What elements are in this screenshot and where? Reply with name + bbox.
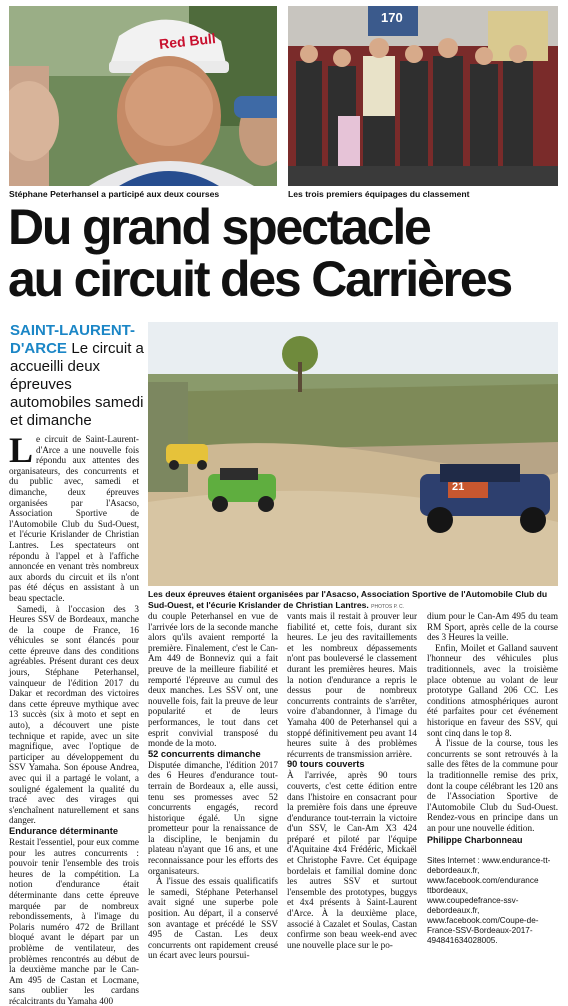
photo-podium-image <box>288 6 558 186</box>
article-column-4 <box>427 611 558 946</box>
plate-number: 170 <box>381 10 403 25</box>
author-signature: Philippe Charbonneau <box>427 835 523 846</box>
photo-podium <box>288 6 558 186</box>
col3-paragraph-1: vants mais il restait à prouver leur fiabilité et, cette fois, durant six heures. Le jeu des ravitaillements et les nombreux dépassements n'ont pas bouleversé le classement durant les premières heures. Mais la notion d'endurance a repris le dessus pour de nombreux concurrents contraints de s'arrêter, voire d'abandonner, à l'image du Yamaha 400 de Peterhansel qui a stoppé définitivement peu avant 14 heures suite à des problèmes récurrents de transmission arrière. <box>287 611 417 759</box>
col1-paragraph-3: Restait l'essentiel, pour eux comme pour les autres concurrents : pouvoir tenir l'ensemble des trois heures de la compétition. La notion d'endurance était déterminante dans cette épreuve marquée par de nombreux rebondissements, à l'image du Polaris numéro 472 de Brillant bloqué avant le départ par un problème de ventilateur, des problèmes rencontrés au début de la deuxième manche par le Can-Am 495 de Castan et Locmane, sans oublier les cardans récalcitrants du Yamaha 400 <box>9 836 139 1006</box>
dateline <box>10 322 145 430</box>
photo-peterhansel-image <box>9 6 277 186</box>
col2-paragraph-2: Disputée dimanche, l'édition 2017 des 6 Heures d'endurance tout-terrain de Bordeaux a, elle aussi, tenu ses promesses avec 52 concurrents engagés, record historique égalé. Un signe prometteur pour la renaissance de la discipline, le benjamin du plateau n'ayant que 16 ans, et une reconnaissance pour les efforts des organisateurs. <box>148 759 278 876</box>
caption-photo3 <box>148 589 558 612</box>
cap-brand-text: Red Bull <box>158 30 217 52</box>
headline-line1: Du grand spectacle <box>8 199 430 255</box>
col4-paragraph-1: dium pour le Can-Am 495 du team RM Sport, après celle de la course des 3 Heures la veille. <box>427 611 558 643</box>
caption-photo3-text: Les deux épreuves étaient organisées par l'Asacso, Association Sportive de l'Automobile Club du Sud-Ouest, et l'écurie Krislander de Christian Lantres. <box>148 589 548 610</box>
caption-photo2: Les trois premiers équipages du classement <box>288 189 470 199</box>
headline-line2: au circuit des Carrières <box>8 251 512 307</box>
headline <box>8 201 560 305</box>
photo-race-image <box>148 322 558 586</box>
caption-photo3-credit: PHOTOS P. C. <box>371 603 405 610</box>
caption-photo1: Stéphane Peterhansel a participé aux deux courses <box>9 189 220 199</box>
dropcap: L <box>9 430 34 470</box>
dateline-city: SAINT-LAURENT-D'ARCE <box>10 322 135 357</box>
article-column-1 <box>9 430 139 1006</box>
col1-paragraph-1: Le circuit de Saint-Laurent-d'Arce a une nouvelle fois répondu aux attentes des organisateurs, des concurrents et du public avec, samedi et dimanche, deux épreuves organisées par l'Asacso, Association Sportive de l'Automobile Club du Sud-Ouest, et l'écurie Krislander de Christian Lantres. Les spectateurs ont répondu à l'appel et à l'affiche annoncée en venant très nombreux aux abords du circuit et ils n'ont pas été déçus en assistant à un beau spectacle. <box>9 430 139 603</box>
col3-paragraph-2: À l'arrivée, après 90 tours couverts, c'est cette édition entre dans l'histoire en consacrant pour la première fois dans une épreuve d'endurance tout-terrain la victoire d'un SSV, le Can-Am X3 424 préparé et piloté par l'équipe d'Aquitaine 4x4 Frédéric, Mickaël et Christophe Favre. Cet équipage bordelais et familial domine donc les autres SSV et surtout l'ensemble des prototypes, buggys et 4x4 présents à Saint-Laurent d'Arce. À la deuxième place, associé à Cazalet et Soulas, Castan confirme son beau week-end avec une nouvelle place sur le po- <box>287 770 417 950</box>
article-column-2 <box>148 611 278 961</box>
col2-paragraph-1: du couple Peterhansel en vue de l'arrivée lors de la seconde manche alors qu'ils avaient remporté la première. Finalement, c'est le Can-Am 449 de Bonneviz qui a fait preuve de la meilleure fiabilité et remporté l'épreuve au cumul des deux manches. Les SSV ont, une nouvelle fois, fait la preuve de leur popularité et de leurs performances, le tout dans cet esprit convivial transposé du monde de la moto. <box>148 611 278 749</box>
website-line: Sites Internet : www.endurance-tt-debordeaux.fr, <box>427 856 551 876</box>
col1-paragraph-2: Samedi, à l'occasion des 3 Heures SSV de Bordeaux, manche de la coupe de France, 16 véhicules se sont élancés pour cette épreuve dans des conditions agréables. Présent durant ces deux jours, Stéphane Peterhansel, vainqueur de l'édition 2017 du Dakar et recordman des victoires dans cette épreuve mythique avec 13 succès (six à moto et sept en auto), a découvert une piste technique et rapide, avec un site magnifique, avec l'optique de participer au développement du SSV Yamaha. Son épouse Andrea, avec qui il a partagé le volant, a souligné également la qualité du tracé avec des virages qui s'enchaînent naturellement et sans danger. <box>9 603 139 826</box>
col4-paragraph-2: Enfin, Moilet et Galland sauvent l'honneur des véhicules plus traditionnels, avec la troisième place obtenue au volant de leur prototype Galland 206 CC. Les conditions atmosphériques auront été parfaites pour cet événement historique en faveur des SSV, qui sont cinq dans le top 8. <box>427 642 558 738</box>
photo-race <box>148 322 558 586</box>
col3-subhead: 90 tours couverts <box>287 759 365 770</box>
car-number: 21 <box>452 481 465 493</box>
website-line: www.facebook.com/endurance ttbordeaux, <box>427 876 539 896</box>
col4-paragraph-3: À l'issue de la course, tous les concurrents se sont retrouvés à la salle des fêtes de la commune pour la traditionnelle remise des prix, dont la coupe célébrant les 120 ans de l'Association Sportive de l'Automobile Club du Sud-Ouest. Rendez-vous en principe dans un an pour une nouvelle édition. <box>427 738 558 833</box>
website-line: www.coupedefrance-ssv-debordeaux.fr, <box>427 896 519 916</box>
article-column-3 <box>287 611 417 950</box>
photo-peterhansel <box>9 6 277 186</box>
dateline-deck: Le circuit a accueilli deux épreuves automobiles samedi et dimanche <box>10 340 144 429</box>
websites-list <box>427 856 558 946</box>
col2-paragraph-3: À l'issue des essais qualificatifs le samedi, Stéphane Peterhansel avait signé une superbe pole position. Au départ, il a conservé son avantage et précédé le SSV 495 de Castan. Les deux concurrents ont rapidement creusé un écart avec leurs poursui- <box>148 876 278 961</box>
col2-subhead: 52 concurrents dimanche <box>148 748 261 759</box>
website-line: www.facebook.com/Coupe-de-France-SSV-Bordeaux-2017-494841634028005. <box>427 916 539 946</box>
col1-subhead: Endurance déterminante <box>9 825 119 836</box>
